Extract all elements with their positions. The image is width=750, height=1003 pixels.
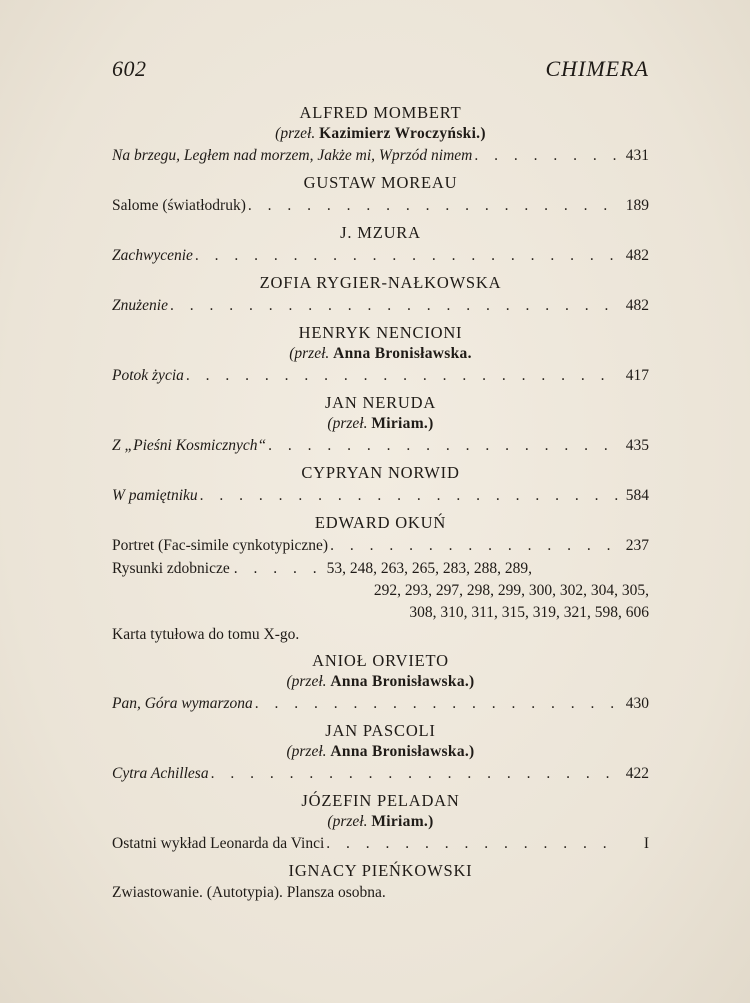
entry-page: I [643,835,649,852]
index-entry [112,832,649,856]
translator-line [112,742,649,762]
translator-name: Anna Bronisławska.) [330,743,475,760]
index-entry [112,762,649,786]
author-section [112,790,649,856]
translator-line [112,414,649,434]
entry-page: 237 [625,537,649,554]
entry-title: Pan, Góra wymarzona [112,695,253,712]
entry-page: 417 [625,367,649,384]
author-name: JAN NERUDA [324,393,437,412]
entry-page: 430 [625,695,649,712]
author-name: GUSTAW MOREAU [303,173,458,192]
author-name: ANIOŁ ORVIETO [312,651,449,670]
translator-label: (przeł. [327,415,368,432]
author-name: HENRYK NENCIONI [298,323,463,342]
rysunki-entry [112,558,649,580]
author-section [112,322,649,388]
translator-line [112,124,649,144]
author-section [112,650,649,716]
entry-title: Portret (Fac-simile cynkotypiczne) [112,537,329,554]
index-entry [112,484,649,508]
karta-entry: Karta tytułowa do tomu X-go. [112,626,300,643]
author-name: JÓZEFIN PELADAN [301,791,460,810]
translator-label: (przeł. [275,125,316,142]
page-header [112,56,649,82]
index-entry [112,144,649,168]
rysunki-pages-cont: 308, 310, 311, 315, 319, 321, 598, 606 [409,604,649,621]
translator-name: Miriam.) [371,813,434,830]
translator-name: Kazimierz Wroczyński.) [319,125,486,142]
author-section [112,512,649,646]
leader-dots [170,294,619,318]
entry-page: 189 [625,197,649,214]
translator-name: Anna Bronisławska.) [330,673,475,690]
author-section [112,392,649,458]
leader-dots [186,364,619,388]
leader-dots [268,434,619,458]
leader-dots [326,832,619,856]
author-section [112,102,649,168]
index-entry [112,434,649,458]
translator-line [112,672,649,692]
author-section [112,222,649,268]
leader-dots: . . . . . [233,560,323,577]
entry-title: Salome (światłodruk) [112,197,246,214]
rysunki-label: Rysunki zdobnicze [112,560,230,577]
entry-page: 482 [625,297,649,314]
translator-name: Miriam.) [371,415,434,432]
index-entry [112,294,649,318]
entry-title: Ostatni wykład Leonarda da Vinci [112,835,325,852]
author-section [112,172,649,218]
author-name: CYPRYAN NORWID [301,463,460,482]
running-head: CHIMERA [545,56,649,81]
index-entry [112,364,649,388]
author-name: J. MZURA [340,223,421,242]
entry-title: Zachwycenie [112,247,193,264]
leader-dots [255,692,619,716]
leader-dots [200,484,619,508]
translator-line [112,344,649,364]
index-entry [112,534,649,558]
page-number: 602 [112,56,147,81]
entry-title: Znużenie [112,297,168,314]
entry-page: 482 [625,247,649,264]
leader-dots [248,194,619,218]
translator-line [112,812,649,832]
entry-title: Na brzegu, Ległem nad morzem, Jakże mi, Wprzód nimem [112,147,473,164]
entry-page: 435 [625,437,649,454]
author-name: IGNACY PIEŃKOWSKI [288,861,473,880]
leader-dots [195,244,619,268]
index-entry [112,194,649,218]
translator-name: Anna Bronisławska. [333,345,472,362]
translator-label: (przeł. [286,673,327,690]
translator-label: (przeł. [289,345,330,362]
author-name: JAN PASCOLI [325,721,436,740]
rysunki-pages: 53, 248, 263, 265, 283, 288, 289, [326,560,533,577]
leader-dots [330,534,619,558]
translator-label: (przeł. [327,813,368,830]
leader-dots [474,144,619,168]
index-content [112,100,649,908]
entry-page: 422 [625,765,649,782]
index-entry [112,692,649,716]
entry-page: 431 [625,147,649,164]
leader-dots [211,762,619,786]
author-section [112,720,649,786]
author-name: ALFRED MOMBERT [299,103,462,122]
author-section [112,462,649,508]
entry-title: Potok życia [112,367,184,384]
author-name: ZOFIA RYGIER-NAŁKOWSKA [259,273,502,292]
rysunki-pages-cont: 292, 293, 297, 298, 299, 300, 302, 304, 305, [373,582,649,599]
entry-title: W pamiętniku [112,487,198,504]
entry-title: Cytra Achillesa [112,765,209,782]
author-section [112,272,649,318]
entry-page: 584 [625,487,649,504]
author-name: EDWARD OKUŃ [314,513,447,532]
translator-label: (przeł. [286,743,327,760]
plain-entry: Zwiastowanie. (Autotypia). Plansza osobna. [112,884,386,901]
index-entry [112,244,649,268]
author-section [112,860,649,904]
entry-title: Z „Pieśni Kosmicznych“ [112,437,267,454]
